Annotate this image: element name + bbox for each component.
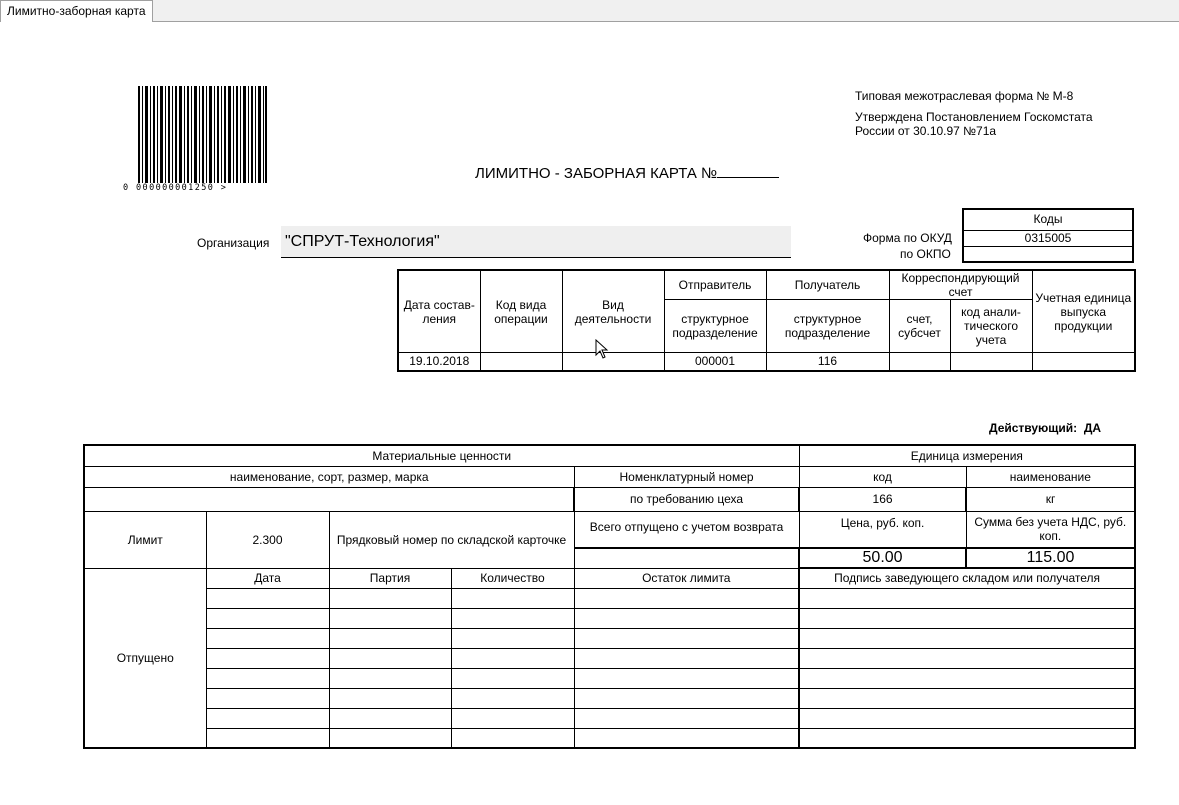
table-row[interactable] xyxy=(84,588,1135,608)
col-corr-header: Корреспондирующий счет xyxy=(889,270,1032,300)
released-label: Отпущено xyxy=(84,568,206,748)
sub-account-header: счет, субсчет xyxy=(889,300,950,353)
organization-field[interactable]: "СПРУТ-Технология" xyxy=(281,226,791,258)
codes-box xyxy=(962,208,1134,263)
unit-name-cell[interactable]: кг xyxy=(966,487,1135,511)
limit-value[interactable]: 2.300 xyxy=(206,511,329,568)
table-row[interactable] xyxy=(84,608,1135,628)
sum-label: Сумма без учета НДС, руб. коп. xyxy=(966,511,1135,548)
organization-label: Организация xyxy=(197,236,270,250)
approval-date-line: России от 30.10.97 №71а xyxy=(855,124,997,138)
table-row[interactable] xyxy=(84,688,1135,708)
unit-name-header: наименование xyxy=(966,466,1135,487)
materials-header: Материальные ценности xyxy=(84,445,799,466)
active-status xyxy=(989,421,1101,435)
active-value: ДА xyxy=(1083,421,1102,435)
card-number-label: Прядковый номер по складской карточке xyxy=(329,511,574,568)
col-date-header: Дата состав-ления xyxy=(398,270,480,353)
okud-label: Форма по ОКУД xyxy=(863,231,952,245)
limit-label: Лимит xyxy=(84,511,206,568)
total-released-label: Всего отпущено с учетом возврата xyxy=(574,511,799,548)
table-row[interactable] xyxy=(84,628,1135,648)
okpo-label: по ОКПО xyxy=(900,247,951,261)
account-cell[interactable] xyxy=(889,353,950,371)
col-sender-header: Отправитель xyxy=(664,270,766,300)
table-row[interactable] xyxy=(84,728,1135,748)
activity-cell[interactable] xyxy=(562,353,664,371)
material-name-cell[interactable] xyxy=(84,487,574,511)
page-title xyxy=(475,165,779,182)
materials-table xyxy=(83,444,1136,749)
table-row[interactable] xyxy=(84,708,1135,728)
material-name-header: наименование, сорт, размер, марка xyxy=(84,466,574,487)
tab-limit-card[interactable]: Лимитно-заборная карта xyxy=(0,0,153,22)
operation-table xyxy=(397,269,1136,372)
col-signature-header: Подпись заведующего складом или получателя xyxy=(799,568,1135,588)
unit-cell[interactable] xyxy=(1032,353,1135,371)
col-release-date-header: Дата xyxy=(206,568,329,588)
title-number-line xyxy=(717,165,779,178)
table-row[interactable] xyxy=(84,648,1135,668)
col-activity-header: Вид деятельности xyxy=(562,270,664,353)
col-quantity-header: Количество xyxy=(451,568,574,588)
col-receiver-header: Получатель xyxy=(766,270,889,300)
col-unit-header: Учетная единица выпуска продукции xyxy=(1032,270,1135,353)
okud-value: 0315005 xyxy=(964,231,1132,247)
col-limit-rest-header: Остаток лимита xyxy=(574,568,799,588)
col-batch-header: Партия xyxy=(329,568,451,588)
codes-header: Коды xyxy=(964,210,1132,231)
mouse-cursor-icon xyxy=(595,339,609,359)
form-type-line: Типовая межотраслевая форма № М-8 xyxy=(855,89,1074,103)
date-cell[interactable]: 19.10.2018 xyxy=(398,353,480,371)
sender-cell[interactable]: 000001 xyxy=(664,353,766,371)
sub-sender-header: структурное подразделение xyxy=(664,300,766,353)
receiver-cell[interactable]: 116 xyxy=(766,353,889,371)
unit-code-cell[interactable]: 166 xyxy=(799,487,966,511)
col-op-code-header: Код вида операции xyxy=(480,270,562,353)
active-label: Действующий: xyxy=(989,421,1078,435)
barcode-number: 0 000000001250 > xyxy=(123,183,228,193)
table-row[interactable] xyxy=(84,668,1135,688)
tab-bar xyxy=(0,0,1179,22)
approval-line: Утверждена Постановлением Госкомстата xyxy=(855,110,1093,124)
title-text: ЛИМИТНО - ЗАБОРНАЯ КАРТА № xyxy=(475,165,718,182)
sum-cell[interactable]: 115.00 xyxy=(966,548,1135,568)
price-label: Цена, руб. коп. xyxy=(799,511,966,548)
op-code-cell[interactable] xyxy=(480,353,562,371)
nomenclature-cell[interactable]: по требованию цеха xyxy=(574,487,799,511)
nomenclature-header: Номенклатурный номер xyxy=(574,466,799,487)
price-cell[interactable]: 50.00 xyxy=(799,548,966,568)
analytic-cell[interactable] xyxy=(950,353,1032,371)
total-released-cell[interactable] xyxy=(574,548,799,568)
barcode-image xyxy=(138,86,268,183)
sub-analytic-header: код анали-тического учета xyxy=(950,300,1032,353)
unit-code-header: код xyxy=(799,466,966,487)
sub-receiver-header: структурное подразделение xyxy=(766,300,889,353)
unit-measure-header: Единица измерения xyxy=(799,445,1135,466)
